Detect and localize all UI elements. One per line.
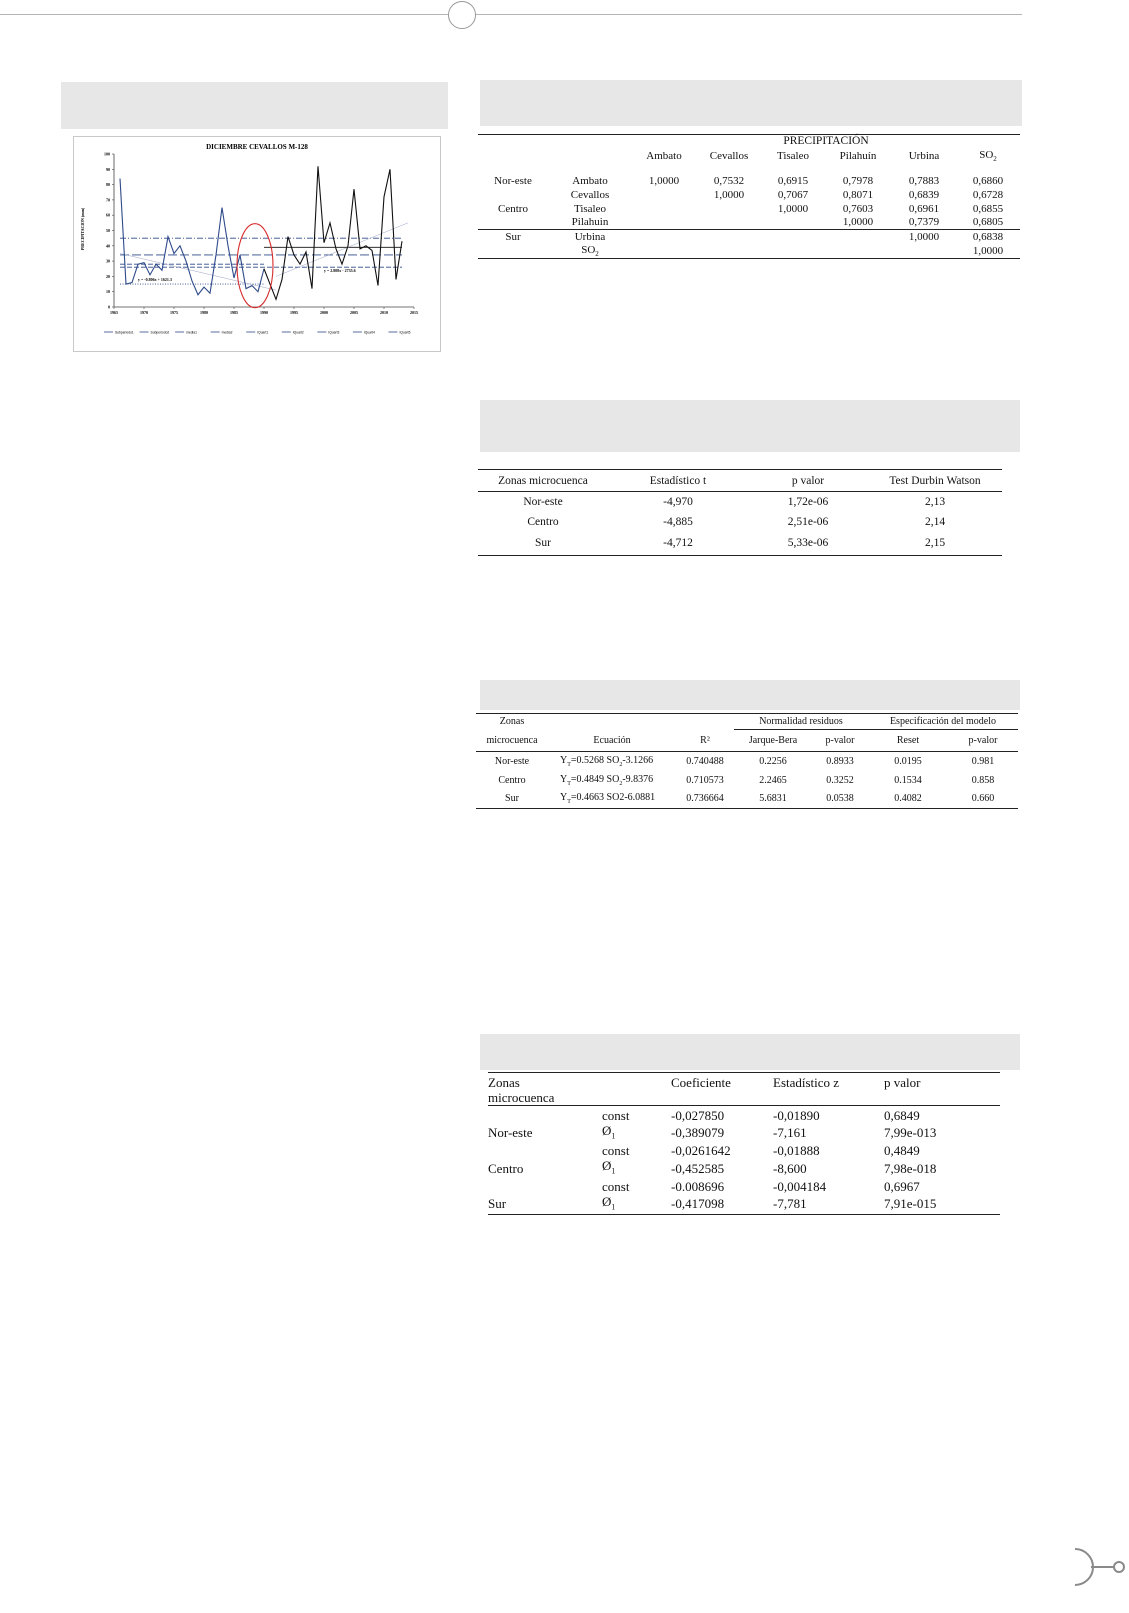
correlation-value: 1,0000 [842, 216, 874, 229]
legend-label: IQuart4 [363, 330, 375, 335]
y-tick-label: 10 [106, 289, 110, 295]
col-urbina: Urbina [908, 150, 940, 162]
correlation-value [762, 230, 824, 244]
correlation-value: 0,6838 [972, 230, 1004, 243]
zone-label [488, 1179, 602, 1195]
zone-label: Centro [488, 1160, 524, 1176]
table-cell: 2,14 [924, 515, 946, 528]
x-tick-label: 1965 [110, 310, 118, 315]
table1-caption-box [480, 80, 1022, 126]
y-tick-label: 60 [106, 212, 110, 218]
t4-head-coef: Coeficiente [671, 1075, 731, 1090]
table-cell: 0.660 [971, 793, 995, 805]
t3-head-microcuenca: microcuenca [486, 734, 538, 746]
table-row [476, 752, 1018, 771]
t3-head-r2: R² [700, 734, 710, 746]
t2-head-durbin: Test Durbin Watson [889, 474, 981, 487]
x-tick-label: 1985 [230, 310, 238, 315]
t3-head-pvalor1: p-valor [825, 735, 855, 746]
y-tick-label: 40 [106, 243, 110, 249]
equation: $Y_T=0.4849$ $SO_2-9.8376$ [560, 773, 654, 787]
page-corner-ornament [1069, 1547, 1129, 1587]
page-marker-circle [448, 1, 476, 29]
table-cell: 7,98e-018 [884, 1160, 937, 1176]
table-row [488, 1143, 1000, 1159]
table-row [478, 492, 1002, 512]
table3-caption-box [480, 680, 1020, 710]
zone-label: Centro [498, 774, 526, 786]
table-row [488, 1159, 1000, 1179]
table-row [476, 790, 1018, 809]
zone-label [478, 216, 548, 230]
legend-label: media2 [221, 330, 233, 335]
table-cell: -0,452585 [671, 1160, 725, 1176]
table-cell: 7,99e-013 [884, 1125, 937, 1141]
correlation-value: 0,6839 [908, 188, 940, 201]
t4-head-z: Estadístico z [773, 1075, 840, 1090]
stationarity-table [478, 469, 1002, 556]
x-tick-label: 2000 [320, 310, 328, 315]
table-row [478, 512, 1002, 532]
t3-head-zonas: Zonas [499, 716, 525, 728]
correlation-value: 0,6860 [972, 174, 1004, 187]
table-cell: -0,417098 [671, 1196, 725, 1212]
correlation-value [632, 230, 696, 244]
t3-head-ecuacion: Ecuación [593, 734, 631, 746]
ar-model-table [488, 1072, 1000, 1215]
correlation-row [478, 174, 1020, 188]
legend-label: Subperiodo1 [115, 330, 134, 335]
correlation-value [696, 244, 762, 259]
y-tick-label: 80 [106, 182, 110, 188]
x-tick-label: 1990 [260, 310, 268, 315]
station-label: Ambato [572, 174, 608, 187]
correlation-row [478, 216, 1020, 230]
term-label: $Ø_1$ [602, 1158, 616, 1176]
t3-head-reset: Reset [896, 735, 920, 746]
table-row [488, 1108, 1000, 1124]
correlation-value [632, 202, 696, 216]
table-cell: 0.1534 [894, 774, 922, 786]
legend-label: IQuart5 [399, 330, 411, 335]
legend-label: IQuart1 [257, 330, 269, 335]
table-cell: Sur [535, 537, 551, 550]
zone-label: Nor-este [494, 174, 532, 187]
y-tick-label: 30 [106, 258, 110, 264]
correlation-value: 1,0000 [713, 188, 745, 201]
table-cell: Centro [527, 515, 559, 528]
zone-label [478, 244, 548, 259]
t3-head-especificacion: Especificación del modelo [868, 714, 1018, 730]
zone-label: Sur [505, 793, 519, 805]
chart-svg [74, 137, 440, 351]
correlation-value [762, 216, 824, 230]
table-row [478, 532, 1002, 556]
y-tick-label: 90 [106, 166, 110, 172]
correlation-value: 1,0000 [648, 174, 680, 187]
t3-head-pvalor2: p-valor [968, 735, 998, 746]
correlation-value: 1,0000 [972, 244, 1004, 257]
correlation-value [696, 216, 762, 230]
table-cell: 0.0538 [826, 793, 854, 805]
x-tick-label: 2015 [410, 310, 418, 315]
table-cell: Nor-este [523, 495, 563, 508]
precipitation-chart [73, 136, 441, 352]
station-label: Tisaleo [574, 202, 606, 215]
y-tick-label: 0 [108, 304, 110, 310]
table-cell: 0.710573 [686, 774, 724, 786]
table-cell: -8,600 [773, 1160, 807, 1176]
chart-plot-area [104, 152, 418, 335]
correlation-row [478, 188, 1020, 202]
zone-label [488, 1108, 602, 1124]
trend-equation-2: y = 2.808x - 2735.6 [324, 267, 356, 273]
chart-title: DICIEMBRE CEVALLOS M-128 [206, 143, 308, 151]
correlation-value: 0,6805 [972, 216, 1004, 229]
x-tick-label: 2010 [380, 310, 388, 315]
t2-head-zonas: Zonas microcuenca [498, 474, 588, 487]
t4-head-p: p valor [884, 1075, 921, 1090]
station-label: Cevallos [570, 188, 610, 201]
correlation-value [892, 244, 956, 259]
col-pilahuin: Pilahuín [839, 150, 877, 162]
table-cell: -4,885 [663, 515, 693, 528]
table-cell: 0,6849 [884, 1107, 920, 1123]
col-ambato: Ambato [646, 150, 682, 162]
zone-label: Centro [498, 202, 528, 215]
correlation-value [632, 244, 696, 259]
zone-label: Nor-este [494, 755, 530, 767]
correlation-value [762, 244, 824, 259]
table-cell: -0,01890 [773, 1107, 820, 1123]
x-tick-label: 1970 [140, 310, 148, 315]
precipitacion-header: PRECIPITACIÓN [783, 135, 869, 148]
header-rule [0, 14, 1022, 15]
zone-label [478, 188, 548, 202]
legend-label: media1 [186, 330, 197, 335]
equation: $Y_T=0.5268$ $SO_2-3.1266$ [560, 754, 654, 768]
table-cell: 1,72e-06 [787, 495, 829, 508]
t3-head-normalidad: Normalidad residuos [734, 714, 868, 730]
term-label: const [602, 1178, 630, 1194]
table-cell: -0,027850 [671, 1107, 725, 1123]
table-row [488, 1195, 1000, 1215]
y-tick-label: 50 [106, 228, 110, 233]
y-tick-label: 100 [104, 151, 110, 157]
correlation-value [824, 244, 892, 259]
table-cell: -4,970 [663, 495, 693, 508]
correlation-row [478, 202, 1020, 216]
table-cell: -0.008696 [671, 1178, 725, 1194]
table-cell: 0.2256 [759, 755, 787, 767]
x-tick-label: 1975 [170, 310, 178, 315]
y-tick-label: 20 [106, 273, 110, 279]
table-cell: 2,51e-06 [787, 515, 829, 528]
x-tick-label: 1980 [200, 310, 208, 315]
table-row [476, 771, 1018, 790]
table-cell: 0.736664 [686, 793, 724, 805]
correlation-value: 1,0000 [908, 230, 940, 243]
correlation-value [696, 202, 762, 216]
table-cell: 0.981 [971, 755, 995, 767]
station-label: Pilahuin [571, 216, 609, 229]
term-label: $Ø_1$ [602, 1122, 616, 1141]
y-tick-label: 70 [106, 197, 110, 203]
correlation-row [478, 230, 1020, 244]
figure-caption-box [61, 82, 448, 129]
trend-equation-1: y = -0.806x + 1621.3 [138, 276, 172, 282]
correlation-value [632, 216, 696, 230]
correlation-value: 0,6855 [972, 202, 1004, 215]
table-cell: -0,0261642 [671, 1143, 731, 1159]
table-cell: 0.8933 [826, 755, 854, 767]
table-cell: -7,161 [773, 1125, 807, 1141]
station-label: Urbina [574, 230, 606, 243]
correlation-value: 1,0000 [777, 202, 809, 215]
t3-head-jb: Jarque-Bera [748, 735, 798, 746]
table-cell: 2,15 [924, 537, 946, 550]
table4-caption-box [480, 1034, 1020, 1070]
zone-label: Sur [488, 1196, 507, 1212]
table-cell: 0.4082 [894, 793, 922, 805]
correlation-value: 0,6961 [908, 202, 940, 215]
correlation-value: 0,8071 [842, 188, 874, 201]
table-row [488, 1179, 1000, 1195]
col-tisaleo: Tisaleo [777, 150, 809, 162]
correlation-row [478, 244, 1020, 259]
t4-head-zonas: Zonas microcuenca [488, 1075, 555, 1105]
correlation-value: 0,7379 [908, 216, 940, 229]
chart-ylabel: PRECIPITACION (mm) [80, 207, 85, 251]
table-cell: -4,712 [663, 537, 693, 550]
legend-label: Subperiodo2 [150, 330, 170, 335]
regression-table [476, 713, 1018, 809]
table-cell: 2,13 [924, 495, 946, 508]
correlation-value [696, 230, 762, 244]
table-cell: 0.858 [971, 774, 995, 786]
table-cell: 7,91e-015 [884, 1196, 937, 1212]
table-cell: -0,389079 [671, 1125, 725, 1141]
col-cevallos: Cevallos [709, 150, 749, 162]
correlation-table [478, 134, 1020, 259]
correlation-value: 0,6728 [972, 188, 1004, 201]
table2-caption-box [480, 400, 1020, 452]
correlation-value: 0,7883 [908, 174, 940, 187]
zone-label [488, 1143, 602, 1159]
x-tick-label: 1995 [290, 310, 298, 315]
station-label: $SO_2$ [581, 243, 599, 258]
correlation-value: 0,7603 [842, 202, 874, 215]
correlation-value: 0,6915 [777, 174, 809, 187]
term-label: const [602, 1143, 630, 1159]
x-tick-label: 2005 [350, 310, 358, 315]
table-cell: 0.0195 [894, 755, 922, 767]
table-cell: 0,6967 [884, 1178, 920, 1194]
equation: $Y_T=0.4663$ SO2-6.0881 [560, 792, 656, 806]
table-cell: 0,4849 [884, 1143, 920, 1159]
table-cell: 2.2465 [759, 774, 787, 786]
series-line [264, 166, 402, 299]
table-cell: 0.3252 [826, 774, 854, 786]
table-cell: 5.6831 [759, 793, 787, 805]
legend-label: IQuart2 [292, 330, 304, 335]
correlation-value: 0,7067 [777, 188, 809, 201]
table-cell: 5,33e-06 [787, 537, 829, 550]
legend-label: IQuart3 [328, 330, 340, 335]
t2-head-estadistico: Estadístico t [649, 474, 707, 487]
correlation-value: 0,7978 [842, 174, 874, 187]
t2-head-pvalor: p valor [791, 474, 825, 487]
table-cell: -7,781 [773, 1196, 807, 1212]
table-row [488, 1124, 1000, 1144]
correlation-value: 0,7532 [713, 174, 745, 187]
table-cell: -0,004184 [773, 1178, 827, 1194]
term-label: $Ø_1$ [602, 1193, 616, 1212]
col-so2: $SO_2$ [979, 148, 997, 164]
zone-label: Sur [505, 230, 521, 243]
correlation-value [824, 230, 892, 244]
term-label: const [602, 1107, 630, 1123]
table-cell: -0,01888 [773, 1143, 820, 1159]
zone-label: Nor-este [488, 1125, 533, 1141]
correlation-value [632, 188, 696, 202]
reference-line [120, 253, 276, 290]
table-cell: 0.740488 [686, 755, 724, 767]
